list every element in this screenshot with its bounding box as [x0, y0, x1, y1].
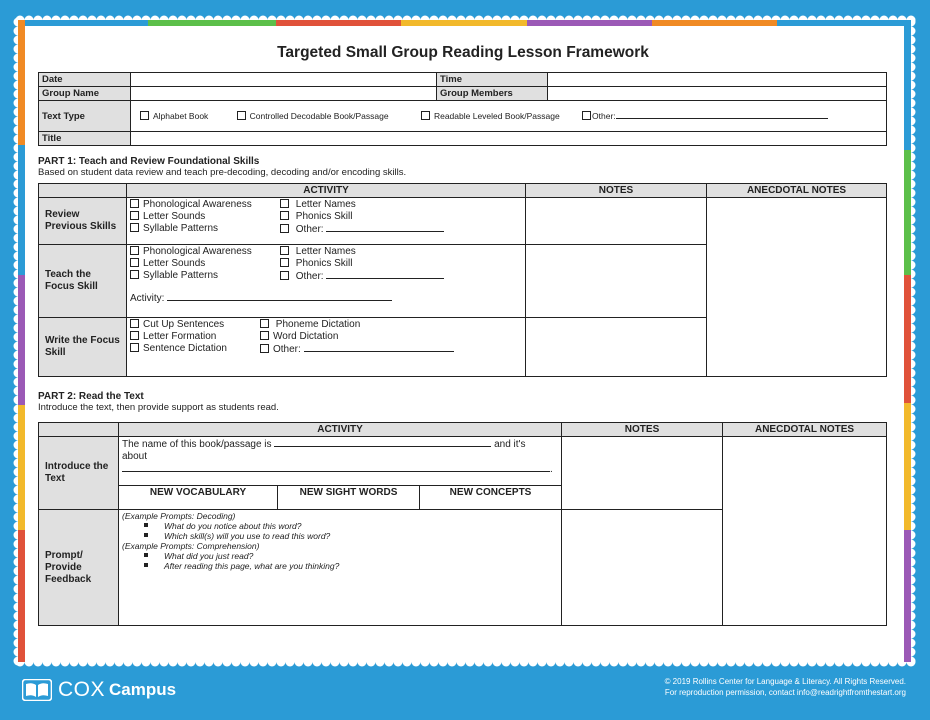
introduce-activity: The name of this book/passage is and it's about . — [119, 437, 562, 486]
teach-notes[interactable] — [526, 245, 707, 318]
left-stripe — [18, 275, 25, 405]
activity-line[interactable]: Activity: — [130, 292, 522, 305]
worksheet-page — [18, 20, 911, 662]
review-notes[interactable] — [526, 198, 707, 245]
other-line[interactable] — [304, 343, 454, 352]
checkbox[interactable] — [130, 270, 139, 279]
checkbox[interactable] — [130, 319, 139, 328]
other-line[interactable] — [616, 110, 828, 119]
list-item[interactable]: Syllable Patterns — [130, 223, 280, 236]
list-item[interactable]: Other: — [280, 223, 522, 236]
checkbox[interactable] — [421, 111, 430, 120]
decoding-heading: (Example Prompts: Decoding) — [122, 511, 236, 521]
list-item[interactable]: Letter Names — [280, 199, 522, 211]
copyright-text: © 2019 Rollins Center for Language & Literacy. All Rights Reserved. — [664, 677, 906, 686]
list-item[interactable]: Cut Up Sentences — [130, 319, 260, 331]
prompt-activity — [119, 510, 562, 626]
part1-table — [38, 183, 887, 377]
checkbox[interactable] — [130, 211, 139, 220]
teach-label: Teach the Focus Skill — [39, 245, 127, 318]
prompt-notes[interactable] — [562, 510, 723, 626]
col-notes: NOTES — [562, 423, 723, 437]
checkbox[interactable] — [130, 223, 139, 232]
list-item: What do you notice about this word? — [122, 521, 558, 531]
other-line[interactable] — [326, 223, 444, 232]
list-item[interactable]: Word Dictation — [260, 331, 522, 343]
comprehension-heading: (Example Prompts: Comprehension) — [122, 541, 260, 551]
checkbox[interactable] — [260, 319, 269, 328]
brand-cox: COX — [58, 678, 106, 701]
part2-heading: PART 2: Read the Text — [38, 391, 144, 402]
teach-activity — [127, 245, 526, 318]
date-label: Date — [39, 73, 131, 87]
copyright-notice — [665, 676, 906, 698]
right-stripe — [904, 20, 911, 150]
title-field[interactable] — [131, 132, 887, 146]
review-label: Review Previous Skills — [39, 198, 127, 245]
list-item[interactable]: Sentence Dictation — [130, 343, 260, 356]
list-item[interactable]: Other: — [260, 343, 522, 356]
right-stripe — [904, 275, 911, 403]
right-stripe — [904, 530, 911, 662]
list-item[interactable]: Phonological Awareness — [130, 246, 280, 258]
cox-campus-logo[interactable] — [22, 678, 176, 702]
permission-text: For reproduction permission, contact info@readrightfromthestart.org — [664, 688, 906, 697]
checkbox[interactable] — [237, 111, 246, 120]
checkbox[interactable] — [280, 199, 289, 208]
list-item[interactable]: Syllable Patterns — [130, 270, 280, 283]
text-type-label: Text Type — [39, 101, 131, 132]
checkbox[interactable] — [260, 344, 269, 353]
introduce-notes[interactable] — [562, 437, 723, 510]
left-stripe — [18, 405, 25, 530]
group-name-field[interactable] — [131, 87, 437, 101]
right-stripe — [904, 403, 911, 530]
list-item: What did you just read? — [122, 551, 558, 561]
part1-subheading: Based on student data review and teach pre-decoding, decoding and/or encoding skills. — [38, 167, 407, 178]
brand-campus: Campus — [109, 680, 177, 699]
list-item: After reading this page, what are you thinking? — [122, 561, 558, 571]
new-concepts[interactable]: NEW CONCEPTS — [420, 486, 562, 510]
checkbox[interactable] — [280, 211, 289, 220]
date-field[interactable] — [131, 73, 437, 87]
time-label: Time — [437, 73, 548, 87]
list-item: Which skill(s) will you use to read this word? — [122, 531, 558, 541]
part2-table — [38, 422, 887, 626]
checkbox[interactable] — [582, 111, 591, 120]
col-activity: ACTIVITY — [127, 184, 526, 198]
checkbox[interactable] — [130, 199, 139, 208]
col-anecdotal: ANECDOTAL NOTES — [707, 184, 887, 198]
option-decodable[interactable]: Controlled Decodable Book/Passage — [237, 111, 389, 121]
checkbox[interactable] — [280, 246, 289, 255]
other-line[interactable] — [326, 270, 444, 279]
left-stripe — [18, 20, 25, 145]
prompt-label: Prompt/ Provide Feedback — [39, 510, 119, 626]
group-name-label: Group Name — [39, 87, 131, 101]
list-item[interactable]: Phonics Skill — [280, 211, 522, 223]
checkbox[interactable] — [280, 258, 289, 267]
list-item[interactable]: Phonological Awareness — [130, 199, 280, 211]
option-leveled[interactable]: Readable Leveled Book/Passage — [421, 111, 560, 121]
checkbox[interactable] — [280, 224, 289, 233]
checkbox[interactable] — [130, 258, 139, 267]
option-other[interactable]: Other: — [582, 111, 828, 121]
write-activity — [127, 318, 526, 377]
checkbox[interactable] — [130, 331, 139, 340]
list-item[interactable]: Letter Names — [280, 246, 522, 258]
time-field[interactable] — [548, 73, 887, 87]
part2-anecdotal-notes[interactable] — [723, 437, 887, 626]
checkbox[interactable] — [130, 246, 139, 255]
list-item[interactable]: Phonics Skill — [280, 258, 522, 270]
text-type-options — [131, 101, 887, 132]
list-item[interactable]: Letter Sounds — [130, 211, 280, 223]
col-activity: ACTIVITY — [119, 423, 562, 437]
group-members-field[interactable] — [548, 87, 887, 101]
title-label: Title — [39, 132, 131, 146]
col-notes: NOTES — [526, 184, 707, 198]
list-item[interactable]: Other: — [280, 270, 522, 283]
right-stripe — [904, 150, 911, 275]
checkbox[interactable] — [260, 331, 269, 340]
group-members-label: Group Members — [437, 87, 548, 101]
header-info-table — [38, 72, 887, 146]
left-stripe — [18, 145, 25, 275]
footer — [0, 662, 930, 720]
new-vocabulary[interactable]: NEW VOCABULARY — [119, 486, 278, 510]
write-notes[interactable] — [526, 318, 707, 377]
introduce-label: Introduce the Text — [39, 437, 119, 510]
list-item[interactable]: Letter Sounds — [130, 258, 280, 270]
checkbox[interactable] — [280, 271, 289, 280]
list-item[interactable]: Phoneme Dictation — [260, 319, 522, 331]
left-stripe — [18, 530, 25, 662]
col-anecdotal: ANECDOTAL NOTES — [723, 423, 887, 437]
option-alphabet-book[interactable]: Alphabet Book — [140, 111, 208, 121]
document-title: Targeted Small Group Reading Lesson Framework — [277, 44, 649, 61]
list-item[interactable]: Letter Formation — [130, 331, 260, 343]
checkbox[interactable] — [130, 343, 139, 352]
book-icon — [22, 679, 52, 701]
new-sight-words[interactable]: NEW SIGHT WORDS — [278, 486, 420, 510]
part2-subheading: Introduce the text, then provide support as students read. — [38, 402, 279, 413]
part1-heading: PART 1: Teach and Review Foundational Skills — [38, 156, 260, 167]
checkbox[interactable] — [140, 111, 149, 120]
review-activity — [127, 198, 526, 245]
part1-anecdotal-notes[interactable] — [707, 198, 887, 377]
write-label: Write the Focus Skill — [39, 318, 127, 377]
